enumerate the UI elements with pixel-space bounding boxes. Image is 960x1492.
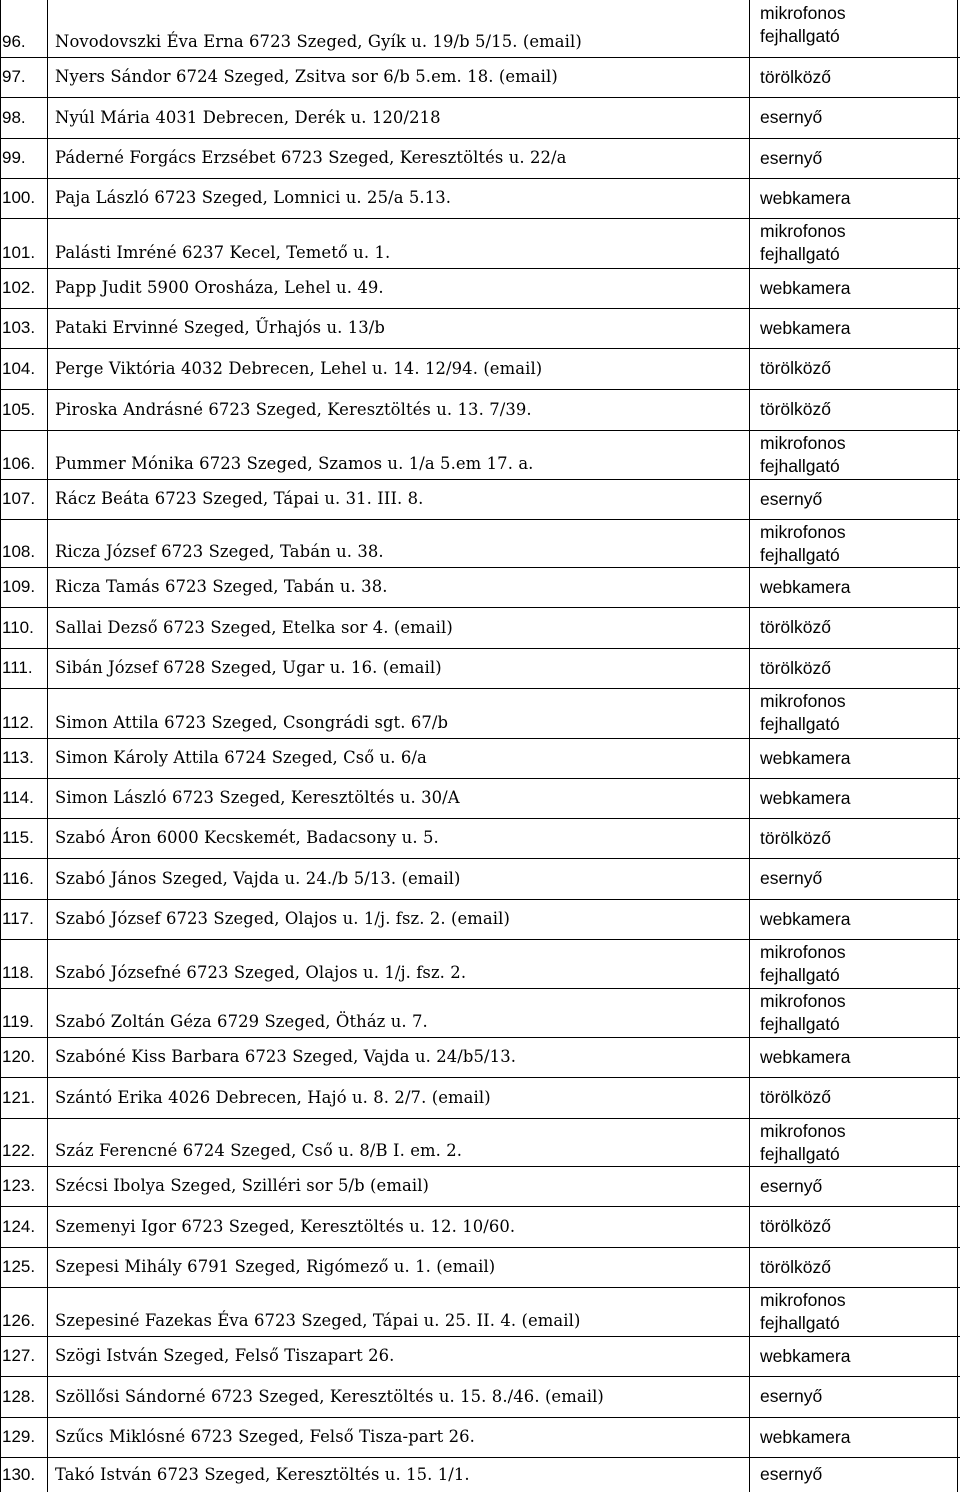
prize-text: törölköző <box>760 827 832 848</box>
prize-cell <box>760 1289 950 1335</box>
prize-text: mikrofonos <box>760 1290 846 1310</box>
prize-text: mikrofonos <box>760 221 846 241</box>
row-number: 100. <box>2 188 36 207</box>
winner-name-address: Nyúl Mária 4031 Debrecen, Derék u. 120/218 <box>55 107 441 127</box>
row-number: 121. <box>2 1087 36 1107</box>
prize-cell <box>760 1046 950 1069</box>
prize-text: mikrofonos <box>760 942 846 962</box>
row-number: 99. <box>2 148 26 167</box>
table-row <box>0 778 960 818</box>
prize-cell <box>760 147 950 170</box>
winner-name-address: Szögi István Szeged, Felső Tiszapart 26. <box>55 1346 395 1365</box>
row-number: 119. <box>2 1012 34 1031</box>
table-row <box>0 519 960 567</box>
row-number: 105. <box>2 399 36 419</box>
winner-name-address: Szabó Áron 6000 Kecskemét, Badacsony u. 5. <box>55 828 439 847</box>
table-row <box>0 1077 960 1118</box>
winner-name-address: Sibán József 6728 Szeged, Ugar u. 16. (email) <box>55 658 442 677</box>
prize-text: webkamera <box>760 908 851 929</box>
prize-cell <box>760 1345 950 1368</box>
winner-name-address: Paja László 6723 Szeged, Lomnici u. 25/a 5.13. <box>55 188 452 207</box>
table-row <box>0 1376 960 1417</box>
winner-name-address: Szabóné Kiss Barbara 6723 Szeged, Vajda u. 24/b5/13. <box>55 1047 517 1066</box>
prize-cell <box>760 616 950 639</box>
row-number: 127. <box>2 1346 36 1365</box>
prize-cell <box>760 1215 950 1238</box>
prize-cell <box>760 220 950 266</box>
prize-text: mikrofonos <box>760 3 846 23</box>
winner-name-address: Takó István 6723 Szeged, Keresztöltés u. 15. 1/1. <box>55 1464 470 1484</box>
table-row <box>0 1336 960 1376</box>
row-number: 130. <box>2 1464 36 1484</box>
winner-name-address: Simon László 6723 Szeged, Keresztöltés u. 30/A <box>55 788 460 807</box>
row-number: 110. <box>2 617 34 637</box>
prize-text: törölköző <box>760 1256 832 1277</box>
winner-name-address: Szabó Józsefné 6723 Szeged, Olajos u. 1/j. fsz. 2. <box>55 963 467 982</box>
prize-text: törölköző <box>760 657 832 678</box>
prize-cell <box>760 521 950 567</box>
prize-cell <box>760 357 950 380</box>
prize-cell <box>760 1175 950 1198</box>
table-row <box>0 178 960 218</box>
row-number: 114. <box>2 788 34 807</box>
winner-name-address: Szűcs Miklósné 6723 Szeged, Felső Tisza-part 26. <box>55 1427 475 1446</box>
table-row <box>0 479 960 519</box>
prize-text: mikrofonos <box>760 522 846 542</box>
prize-text: mikrofonos <box>760 691 846 711</box>
table-row <box>0 348 960 389</box>
winner-name-address: Simon Attila 6723 Szeged, Csongrádi sgt. 67/b <box>55 713 449 732</box>
row-number: 107. <box>2 489 36 508</box>
prize-text: esernyő <box>760 1175 823 1196</box>
prize-cell <box>760 1086 950 1109</box>
winner-name-address: Szabó József 6723 Szeged, Olajos u. 1/j. fsz. 2. (email) <box>55 909 510 928</box>
row-number: 108. <box>2 542 36 561</box>
prize-text: esernyő <box>760 107 823 127</box>
row-number: 124. <box>2 1216 36 1236</box>
prize-cell <box>760 576 950 599</box>
prize-text: törölköző <box>760 66 832 87</box>
prize-text: esernyő <box>760 1386 823 1406</box>
prize-text: törölköző <box>760 1087 832 1107</box>
table-row <box>0 308 960 348</box>
winner-name-address: Szepesiné Fazekas Éva 6723 Szeged, Tápai u. 25. II. 4. (email) <box>55 1311 581 1330</box>
prize-text: webkamera <box>760 317 851 338</box>
prize-cell <box>760 1385 950 1408</box>
prize-text: fejhallgató <box>760 244 840 264</box>
row-number: 120. <box>2 1047 36 1066</box>
row-number: 103. <box>2 318 36 337</box>
prize-cell <box>760 941 950 987</box>
table-row <box>0 607 960 648</box>
prize-text: törölköző <box>760 617 832 637</box>
winner-name-address: Rácz Beáta 6723 Szeged, Tápai u. 31. III. 8. <box>55 489 424 508</box>
prize-text: törölköző <box>760 1216 832 1236</box>
table-row <box>0 1206 960 1247</box>
prize-cell <box>760 106 950 129</box>
winner-name-address: Pummer Mónika 6723 Szeged, Szamos u. 1/a 5.em 17. a. <box>55 454 534 473</box>
winner-name-address: Szabó János Szeged, Vajda u. 24./b 5/13. (email) <box>55 868 461 888</box>
prize-text: fejhallgató <box>760 456 840 476</box>
winner-name-address: Szécsi Ibolya Szeged, Szilléri sor 5/b (email) <box>55 1176 430 1195</box>
table-row <box>0 389 960 430</box>
prize-cell <box>760 1256 950 1279</box>
prize-text: fejhallgató <box>760 714 840 734</box>
prize-text: webkamera <box>760 1426 851 1447</box>
row-number: 116. <box>2 868 34 888</box>
prize-cell <box>760 747 950 770</box>
winner-name-address: Simon Károly Attila 6724 Szeged, Cső u. 6/a <box>55 748 427 767</box>
prize-text: esernyő <box>760 147 823 168</box>
table-row <box>0 430 960 479</box>
winner-name-address: Piroska Andrásné 6723 Szeged, Keresztöltés u. 13. 7/39. <box>55 399 532 419</box>
winner-name-address: Száz Ferencné 6724 Szeged, Cső u. 8/B I. em. 2. <box>55 1141 463 1160</box>
row-number: 115. <box>2 828 34 847</box>
table-row <box>0 1287 960 1336</box>
row-number: 111. <box>2 658 33 677</box>
prize-text: webkamera <box>760 1345 851 1366</box>
row-number: 118. <box>2 963 34 982</box>
prize-text: webkamera <box>760 576 851 597</box>
row-number: 128. <box>2 1386 36 1406</box>
prize-cell <box>760 1426 950 1449</box>
prize-text: mikrofonos <box>760 1121 846 1141</box>
table-row <box>0 818 960 858</box>
winner-name-address: Szemenyi Igor 6723 Szeged, Keresztöltés u. 12. 10/60. <box>55 1216 516 1236</box>
table-row <box>0 688 960 738</box>
prize-cell <box>760 66 950 89</box>
prize-cell <box>760 1463 950 1486</box>
table-row <box>0 1118 960 1166</box>
prize-cell <box>760 1120 950 1166</box>
row-number: 129. <box>2 1427 36 1446</box>
row-number: 106. <box>2 454 36 473</box>
winner-name-address: Szepesi Mihály 6791 Szeged, Rigómező u. 1. (email) <box>55 1257 496 1276</box>
row-number: 101. <box>2 243 36 262</box>
winner-name-address: Palásti Imréné 6237 Kecel, Temető u. 1. <box>55 243 391 262</box>
prize-text: fejhallgató <box>760 1014 840 1034</box>
row-number: 123. <box>2 1176 36 1195</box>
row-number: 104. <box>2 358 36 378</box>
prize-cell <box>760 432 950 478</box>
table-row <box>0 1247 960 1287</box>
prize-text: webkamera <box>760 277 851 298</box>
prize-text: fejhallgató <box>760 545 840 565</box>
row-number: 126. <box>2 1311 36 1330</box>
winner-name-address: Ricza Tamás 6723 Szeged, Tabán u. 38. <box>55 577 388 596</box>
row-number: 98. <box>2 107 26 127</box>
prize-cell <box>760 867 950 890</box>
row-number: 97. <box>2 67 26 86</box>
prize-text: webkamera <box>760 1046 851 1067</box>
prize-text: fejhallgató <box>760 26 840 46</box>
winner-name-address: Szöllősi Sándorné 6723 Szeged, Keresztöltés u. 15. 8./46. (email) <box>55 1386 604 1406</box>
winner-name-address: Szántó Erika 4026 Debrecen, Hajó u. 8. 2/7. (email) <box>55 1087 491 1107</box>
prize-text: webkamera <box>760 187 851 208</box>
row-number: 102. <box>2 278 36 297</box>
prize-cell <box>760 908 950 931</box>
table-row <box>0 738 960 778</box>
table-row <box>0 97 960 138</box>
prize-text: webkamera <box>760 747 851 768</box>
table-row <box>0 1457 960 1492</box>
table-row <box>0 1417 960 1457</box>
winner-name-address: Pataki Ervinné Szeged, Űrhajós u. 13/b <box>55 318 385 337</box>
prize-text: esernyő <box>760 488 823 509</box>
table-row <box>0 899 960 939</box>
row-number: 109. <box>2 577 36 596</box>
table-row <box>0 268 960 308</box>
prize-text: fejhallgató <box>760 1144 840 1164</box>
table-row <box>0 988 960 1037</box>
prize-text: törölköző <box>760 399 832 419</box>
prize-cell <box>760 2 950 48</box>
prize-cell <box>760 690 950 736</box>
table-row <box>0 939 960 988</box>
prize-text: fejhallgató <box>760 1313 840 1333</box>
prize-cell <box>760 657 950 680</box>
prize-cell <box>760 187 950 210</box>
prize-cell <box>760 488 950 511</box>
prize-cell <box>760 277 950 300</box>
table-row <box>0 57 960 97</box>
winner-name-address: Ricza József 6723 Szeged, Tabán u. 38. <box>55 542 384 561</box>
winner-name-address: Perge Viktória 4032 Debrecen, Lehel u. 14. 12/94. (email) <box>55 358 543 378</box>
winner-name-address: Sallai Dezső 6723 Szeged, Etelka sor 4. (email) <box>55 617 453 637</box>
prize-cell <box>760 827 950 850</box>
winner-name-address: Szabó Zoltán Géza 6729 Szeged, Ötház u. 7. <box>55 1012 428 1031</box>
prize-text: mikrofonos <box>760 433 846 453</box>
table-row <box>0 1166 960 1206</box>
table-row <box>0 648 960 688</box>
prize-cell <box>760 787 950 810</box>
row-number: 125. <box>2 1257 36 1276</box>
row-number: 113. <box>2 748 34 767</box>
prize-cell <box>760 990 950 1036</box>
winner-name-address: Papp Judit 5900 Orosháza, Lehel u. 49. <box>55 278 384 297</box>
prize-cell <box>760 317 950 340</box>
row-number: 96. <box>2 32 26 51</box>
row-number: 117. <box>2 909 34 928</box>
row-number: 122. <box>2 1141 36 1160</box>
winner-name-address: Novodovszki Éva Erna 6723 Szeged, Gyík u. 19/b 5/15. (email) <box>55 32 582 51</box>
winner-name-address: Páderné Forgács Erzsébet 6723 Szeged, Keresztöltés u. 22/a <box>55 148 567 167</box>
prize-cell <box>760 398 950 421</box>
table-row <box>0 218 960 268</box>
prize-text: esernyő <box>760 868 823 888</box>
table-row <box>0 0 960 57</box>
row-number: 112. <box>2 713 34 732</box>
table-row <box>0 567 960 607</box>
prize-text: mikrofonos <box>760 991 846 1011</box>
table-row <box>0 858 960 899</box>
prize-text: webkamera <box>760 787 851 808</box>
table-row <box>0 138 960 178</box>
prize-text: esernyő <box>760 1464 823 1484</box>
winner-name-address: Nyers Sándor 6724 Szeged, Zsitva sor 6/b 5.em. 18. (email) <box>55 67 558 86</box>
prize-text: törölköző <box>760 358 832 378</box>
table-row <box>0 1037 960 1077</box>
prize-text: fejhallgató <box>760 965 840 985</box>
